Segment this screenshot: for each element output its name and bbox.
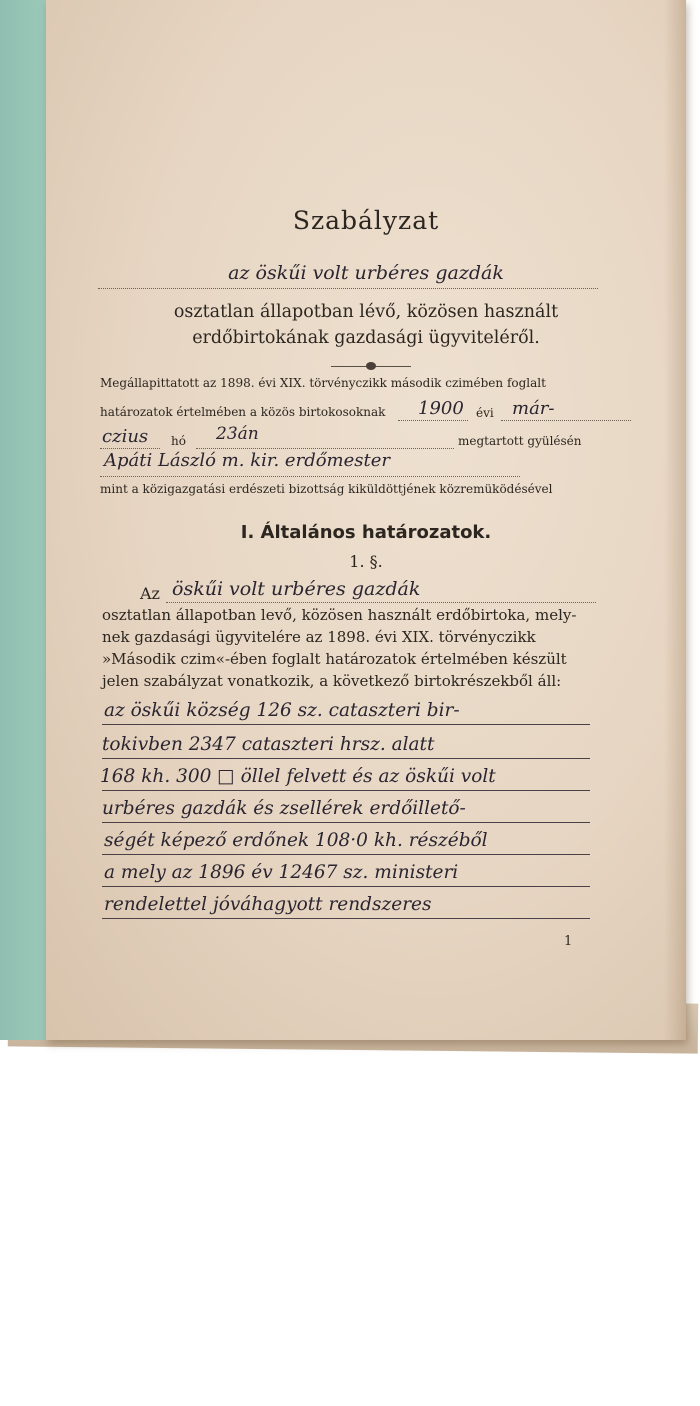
document-page — [46, 0, 686, 1040]
megtartott-label: megtartott gyülésén — [458, 434, 582, 448]
para-line-4: »Második czim«-ében foglalt határozatok értelmében készült — [102, 650, 567, 668]
handwritten-para-owner: öskűi volt urbéres gazdák — [172, 578, 421, 600]
handwritten-month-part-2: czius — [102, 426, 149, 447]
para-line-3: nek gazdasági ügyvitelére az 1898. évi XIX. törvényczikk — [102, 628, 536, 646]
fill-line — [98, 288, 598, 289]
ho-label: hó — [171, 434, 186, 448]
handwritten-name: Apáti László m. kir. erdőmester — [104, 450, 390, 471]
para-line-5: jelen szabályzat vonatkozik, a következő birtokrészekből áll: — [102, 672, 562, 690]
document-title: Szabályzat — [292, 206, 440, 235]
handwritten-line-3: 168 kh. 300 □ öllel felvett és az öskűi volt — [100, 766, 496, 787]
preamble-line-2: határozatok értelmében a közös birtokosoknak — [100, 405, 386, 419]
para-lead: Az — [140, 584, 160, 603]
separator-dot — [366, 362, 376, 370]
page-number: 1 — [564, 934, 573, 949]
handwritten-line-6: a mely az 1896 év 12467 sz. ministeri — [104, 862, 459, 883]
handwritten-owner: az öskűi volt urbéres gazdák — [228, 262, 504, 284]
handwritten-day: 23án — [216, 424, 259, 444]
handwritten-year: 1900 — [418, 398, 464, 419]
section-heading: I. Általános határozatok. — [240, 522, 492, 543]
handwritten-line-4: urbéres gazdák és zsellérek erdőillető- — [102, 798, 466, 819]
para-line-2: osztatlan állapotban levő, közösen használt erdőbirtoka, mely- — [102, 606, 577, 624]
subtitle-line-2: erdőbirtokának gazdasági ügyviteléről. — [192, 328, 540, 348]
subtitle-line-1: osztatlan állapotban lévő, közösen használt — [173, 302, 559, 322]
handwritten-month-part-1: már- — [512, 398, 555, 419]
preamble-line-5: mint a közigazgatási erdészeti bizottság kiküldöttjének közremüködésével — [100, 482, 553, 496]
handwritten-line-1: az öskűi község 126 sz. cataszteri bir- — [104, 700, 460, 721]
preamble-line-1: Megállapittatott az 1898. évi XIX. törvényczikk második czimében foglalt — [100, 376, 546, 390]
evi-label: évi — [476, 406, 494, 420]
paragraph-sign: 1. §. — [349, 552, 383, 571]
handwritten-line-2: tokivben 2347 cataszteri hrsz. alatt — [102, 734, 435, 755]
handwritten-line-5: ségét képező erdőnek 108·0 kh. részéből — [104, 830, 488, 851]
handwritten-line-7: rendelettel jóváhagyott rendszeres — [104, 894, 432, 915]
